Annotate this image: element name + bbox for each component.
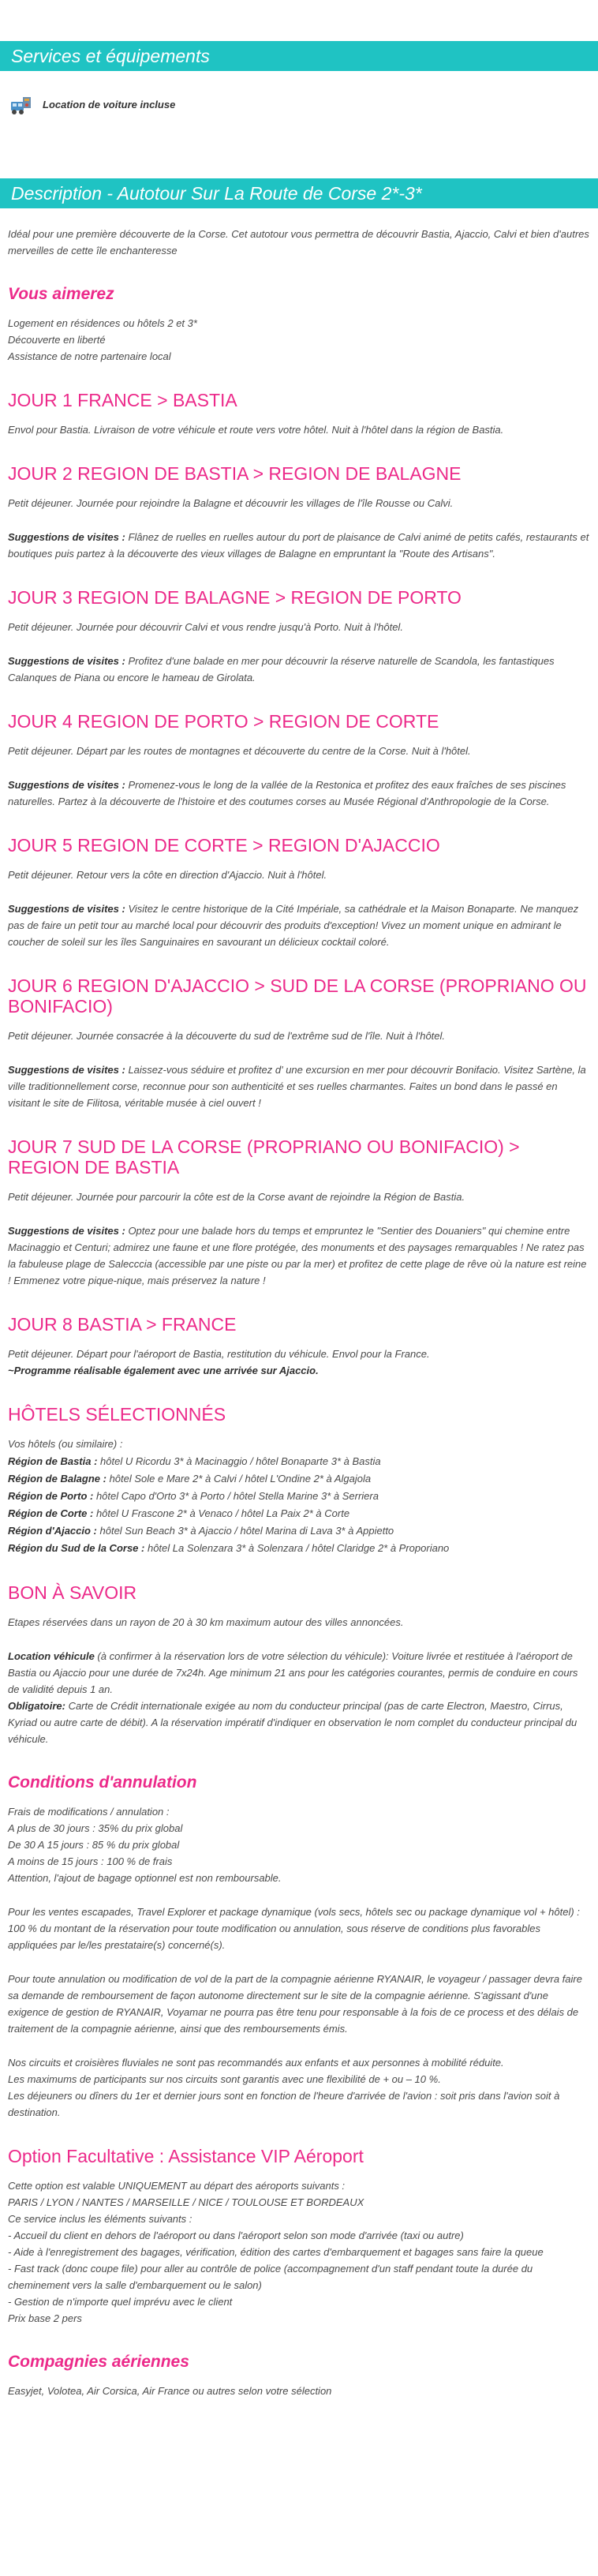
hotel-item: Région de Corte : hôtel U Frascone 2* à Venaco / hôtel La Paix 2* à Corte	[8, 1507, 350, 1519]
vip-heading: Option Facultative : Assistance VIP Aéroport	[8, 2146, 364, 2166]
suggestions-text: Profitez d'une balade en mer pour découvrir la réserve naturelle de Scandola, les fantastiques Calanques de Piana ou encore le hameau de Girolata.	[8, 655, 555, 683]
love-item: Découverte en liberté	[8, 334, 106, 346]
day-3-suggestions	[8, 653, 590, 686]
suggestions-label: Suggestions de visites :	[8, 903, 125, 915]
description-banner	[0, 178, 598, 208]
day-6-text: Petit déjeuner. Journée consacrée à la découverte du sud de l'extrême sud de l'île. Nuit à l'hôtel.	[8, 1030, 446, 1042]
vehicle-rental-info: Location véhicule (à confirmer à la réservation lors de votre sélection du véhicule): Voiture livrée et restituée à l'aéroport de Bastia ou Ajaccio pour une durée de 7x24h. Age minimum 21 ans pour les catégories courantes, permis de conduire en cours de validité depuis 1 an.	[8, 1650, 578, 1695]
suggestions-label: Suggestions de visites :	[8, 1225, 125, 1237]
services-title: Services et équipements	[11, 46, 210, 66]
day-2-heading: JOUR 2 REGION DE BASTIA > REGION DE BALAGNE	[8, 463, 462, 484]
hotels-intro: Vos hôtels (ou similaire) :	[8, 1438, 123, 1450]
service-item-car-rental	[0, 88, 598, 120]
description-title: Description - Autotour Sur La Route de Corse 2*-3*	[11, 183, 422, 204]
cancellation-packages: Pour les ventes escapades, Travel Explorer et package dynamique (vols secs, hôtels sec ou package dynamique vol + hôtel) : 100 % du montant de la réservation pour toute modification ou annulation, sous réserve de conditions plus favorables appliquées par le/les prestataire(s) concerné(s).	[8, 1906, 580, 1951]
day-8-text: Petit déjeuner. Départ pour l'aéroport de Bastia, restitution du véhicule. Envol pour la France.	[8, 1348, 430, 1360]
hotels-heading: HÔTELS SÉLECTIONNÉS	[8, 1404, 226, 1425]
mandatory-info: Obligatoire: Carte de Crédit internationale exigée au nom du conducteur principal (pas de carte Electron, Maestro, Cirrus, Kyriad ou autre carte de débit). A la réservation impératif d'indiquer en observation le nom complet du conducteur principal du véhicule.	[8, 1700, 577, 1745]
cancellation-misc: Les déjeuners ou dîners du 1er et dernier jours sont en fonction de l'heure d'arrivée de l'avion : soit pris dans l'avion soit à destination.	[8, 2090, 560, 2118]
day-5-suggestions	[8, 900, 590, 950]
day-3-heading: JOUR 3 REGION DE BALAGNE > REGION DE PORTO	[8, 587, 462, 608]
vip-line: Ce service inclus les éléments suivants :	[8, 2213, 192, 2225]
day-6-heading: JOUR 6 REGION D'AJACCIO > SUD DE LA CORSE (PROPRIANO OU BONIFACIO)	[8, 975, 587, 1017]
description-content	[0, 208, 598, 2399]
day-6-suggestions	[8, 1061, 590, 1111]
hotel-item: Région de Balagne : hôtel Sole e Mare 2* à Calvi / hôtel L'Ondine 2* à Algajola	[8, 1473, 372, 1485]
cancellation-line: Frais de modifications / annulation :	[8, 1806, 170, 1818]
love-item: Logement en résidences ou hôtels 2 et 3*	[8, 317, 197, 329]
day-7-text: Petit déjeuner. Journée pour parcourir la côte est de la Corse avant de rejoindre la Région de Bastia.	[8, 1191, 465, 1203]
cancellation-line: De 30 A 15 jours : 85 % du prix global	[8, 1839, 180, 1851]
love-heading: Vous aimerez	[8, 285, 114, 303]
bon-a-savoir-p1: Etapes réservées dans un rayon de 20 à 30 km maximum autour des villes annoncées.	[8, 1616, 404, 1628]
hotel-item: Région de Porto : hôtel Capo d'Orto 3* à Porto / hôtel Stella Marine 3* à Serriera	[8, 1490, 379, 1502]
cancellation-misc: Nos circuits et croisières fluviales ne sont pas recommandés aux enfants et aux personnes à mobilité réduite.	[8, 2057, 504, 2069]
vip-line: Prix base 2 pers	[8, 2312, 82, 2324]
suggestions-text: Visitez le centre historique de la Cité Impériale, sa cathédrale et la Maison Bonaparte. Ne manquez pas de faire un petit tour au marché local pour découvrir des produits d'exception! Vivez un moment unique en admirant le coucher de soleil sur les îles Sanguinaires en savourant un délicieux cocktail coloré.	[8, 903, 579, 948]
day-4-suggestions	[8, 777, 590, 810]
day-1-heading: JOUR 1 FRANCE > BASTIA	[8, 390, 237, 410]
day-8-heading: JOUR 8 BASTIA > FRANCE	[8, 1314, 237, 1335]
suggestions-text: Flânez de ruelles en ruelles autour du port de plaisance de Calvi animé de petits cafés, restaurants et boutiques puis partez à la découverte des vieux villages de Balagne en empruntant la "Route des Artisans".	[8, 531, 589, 560]
product-page	[0, 41, 598, 2418]
cancellation-line: A moins de 15 jours : 100 % de frais	[8, 1855, 173, 1867]
suggestions-text: Optez pour une balade hors du temps et empruntez le "Sentier des Douaniers" qui chemine entre Macinaggio et Centuri; admirez une faune et une flore protégée, des monuments et des paysages remarquables ! Ne ratez pas la fabuleuse plage de Salecccia (accessible par une piste ou par la mer) et profitez de cette plage de rêve où la nature est reine ! Emmenez votre pique-nique, mais préservez la nature !	[8, 1225, 587, 1286]
airlines-text: Easyjet, Volotea, Air Corsica, Air France ou autres selon votre sélection	[8, 2385, 332, 2397]
day-8-note: ~Programme réalisable également avec une arrivée sur Ajaccio.	[8, 1365, 319, 1376]
hotel-item: Région de Bastia : hôtel U Ricordu 3* à Macinaggio / hôtel Bonaparte 3* à Bastia	[8, 1455, 381, 1467]
service-label: Location de voiture incluse	[43, 98, 176, 110]
services-banner	[0, 41, 598, 71]
suggestions-text: Laissez-vous séduire et profitez d' une excursion en mer pour découvrir Bonifacio. Visitez Sartène, la ville traditionnellement corse, reconnue pour son authenticité et ses ruelles charmantes. Faites un bond dans le passé en visitant le site de Filitosa, véritable musée à ciel ouvert !	[8, 1064, 586, 1109]
love-item: Assistance de notre partenaire local	[8, 350, 171, 362]
car-rental-icon	[9, 92, 33, 116]
suggestions-text: Promenez-vous le long de la vallée de la Restonica et profitez des eaux fraîches de ses piscines naturelles. Partez à la découverte de l'histoire et des coutumes corses au Musée Régional d'Anthropologie de la Corse.	[8, 779, 566, 807]
vip-line: - Gestion de n'importe quel imprévu avec le client	[8, 2296, 233, 2308]
airlines-heading: Compagnies aériennes	[8, 2353, 189, 2371]
cancellation-line: Attention, l'ajout de bagage optionnel est non remboursable.	[8, 1872, 282, 1884]
suggestions-label: Suggestions de visites :	[8, 1064, 125, 1076]
day-4-heading: JOUR 4 REGION DE PORTO > REGION DE CORTE	[8, 711, 439, 732]
bon-a-savoir-heading: BON À SAVOIR	[8, 1582, 137, 1603]
suggestions-label: Suggestions de visites :	[8, 779, 125, 791]
day-2-suggestions	[8, 529, 590, 562]
hotel-item: Région d'Ajaccio : hôtel Sun Beach 3* à Ajaccio / hôtel Marina di Lava 3* à Appietto	[8, 1525, 394, 1537]
vip-line: Cette option est valable UNIQUEMENT au départ des aéroports suivants :	[8, 2180, 346, 2192]
day-3-text: Petit déjeuner. Journée pour découvrir Calvi et vous rendre jusqu'à Porto. Nuit à l'hôtel.	[8, 621, 403, 633]
cancellation-ryanair: Pour toute annulation ou modification de vol de la part de la compagnie aérienne RYANAIR, le voyageur / passager devra faire sa demande de remboursement de façon autonome directement sur le site de la compagnie aérienne. S'agissant d'une exigence de gestion de RYANAIR, Voyamar ne pourra pas être tenu pour responsable à la fois de ce process et des délais de traitement de la compagnie aérienne, ainsi que des remboursements émis.	[8, 1973, 582, 2035]
day-7-suggestions	[8, 1222, 590, 1289]
hotel-item: Région du Sud de la Corse : hôtel La Solenzara 3* à Solenzara / hôtel Claridge 2* à Proporiano	[8, 1542, 450, 1554]
cancellation-line: A plus de 30 jours : 35% du prix global	[8, 1822, 183, 1834]
suggestions-label: Suggestions de visites :	[8, 655, 125, 667]
day-2-text: Petit déjeuner. Journée pour rejoindre la Balagne et découvrir les villages de l'île Rousse ou Calvi.	[8, 497, 454, 509]
vip-line: - Fast track (donc coupe file) pour aller au contrôle de police (accompagnement d'un staff pendant toute la durée du cheminement vers la salle d'embarquement ou le salon)	[8, 2263, 533, 2291]
day-5-heading: JOUR 5 REGION DE CORTE > REGION D'AJACCIO	[8, 835, 440, 856]
day-4-text: Petit déjeuner. Départ par les routes de montagnes et découverte du centre de la Corse. Nuit à l'hôtel.	[8, 745, 471, 757]
vip-line: - Accueil du client en dehors de l'aéroport ou dans l'aéroport selon son mode d'arrivée (taxi ou autre)	[8, 2230, 464, 2241]
day-1-text: Envol pour Bastia. Livraison de votre véhicule et route vers votre hôtel. Nuit à l'hôtel dans la région de Bastia.	[8, 424, 504, 436]
cancellation-misc: Les maximums de participants sur nos circuits sont garantis avec une flexibilité de + ou – 10 %.	[8, 2073, 441, 2085]
description-intro: Idéal pour une première découverte de la Corse. Cet autotour vous permettra de découvrir Bastia, Ajaccio, Calvi et bien d'autres merveilles de cette île enchanteresse	[8, 228, 589, 256]
vip-line: PARIS / LYON / NANTES / MARSEILLE / NICE / TOULOUSE ET BORDEAUX	[8, 2196, 364, 2208]
cancellation-heading: Conditions d'annulation	[8, 1773, 197, 1792]
day-7-heading: JOUR 7 SUD DE LA CORSE (PROPRIANO OU BONIFACIO) > REGION DE BASTIA	[8, 1136, 520, 1178]
day-5-text: Petit déjeuner. Retour vers la côte en direction d'Ajaccio. Nuit à l'hôtel.	[8, 869, 327, 881]
hotel-list	[8, 1436, 590, 1557]
suggestions-label: Suggestions de visites :	[8, 531, 125, 543]
vip-line: - Aide à l'enregistrement des bagages, vérification, édition des cartes d'embarquement et bagages sans faire la queue	[8, 2246, 544, 2258]
